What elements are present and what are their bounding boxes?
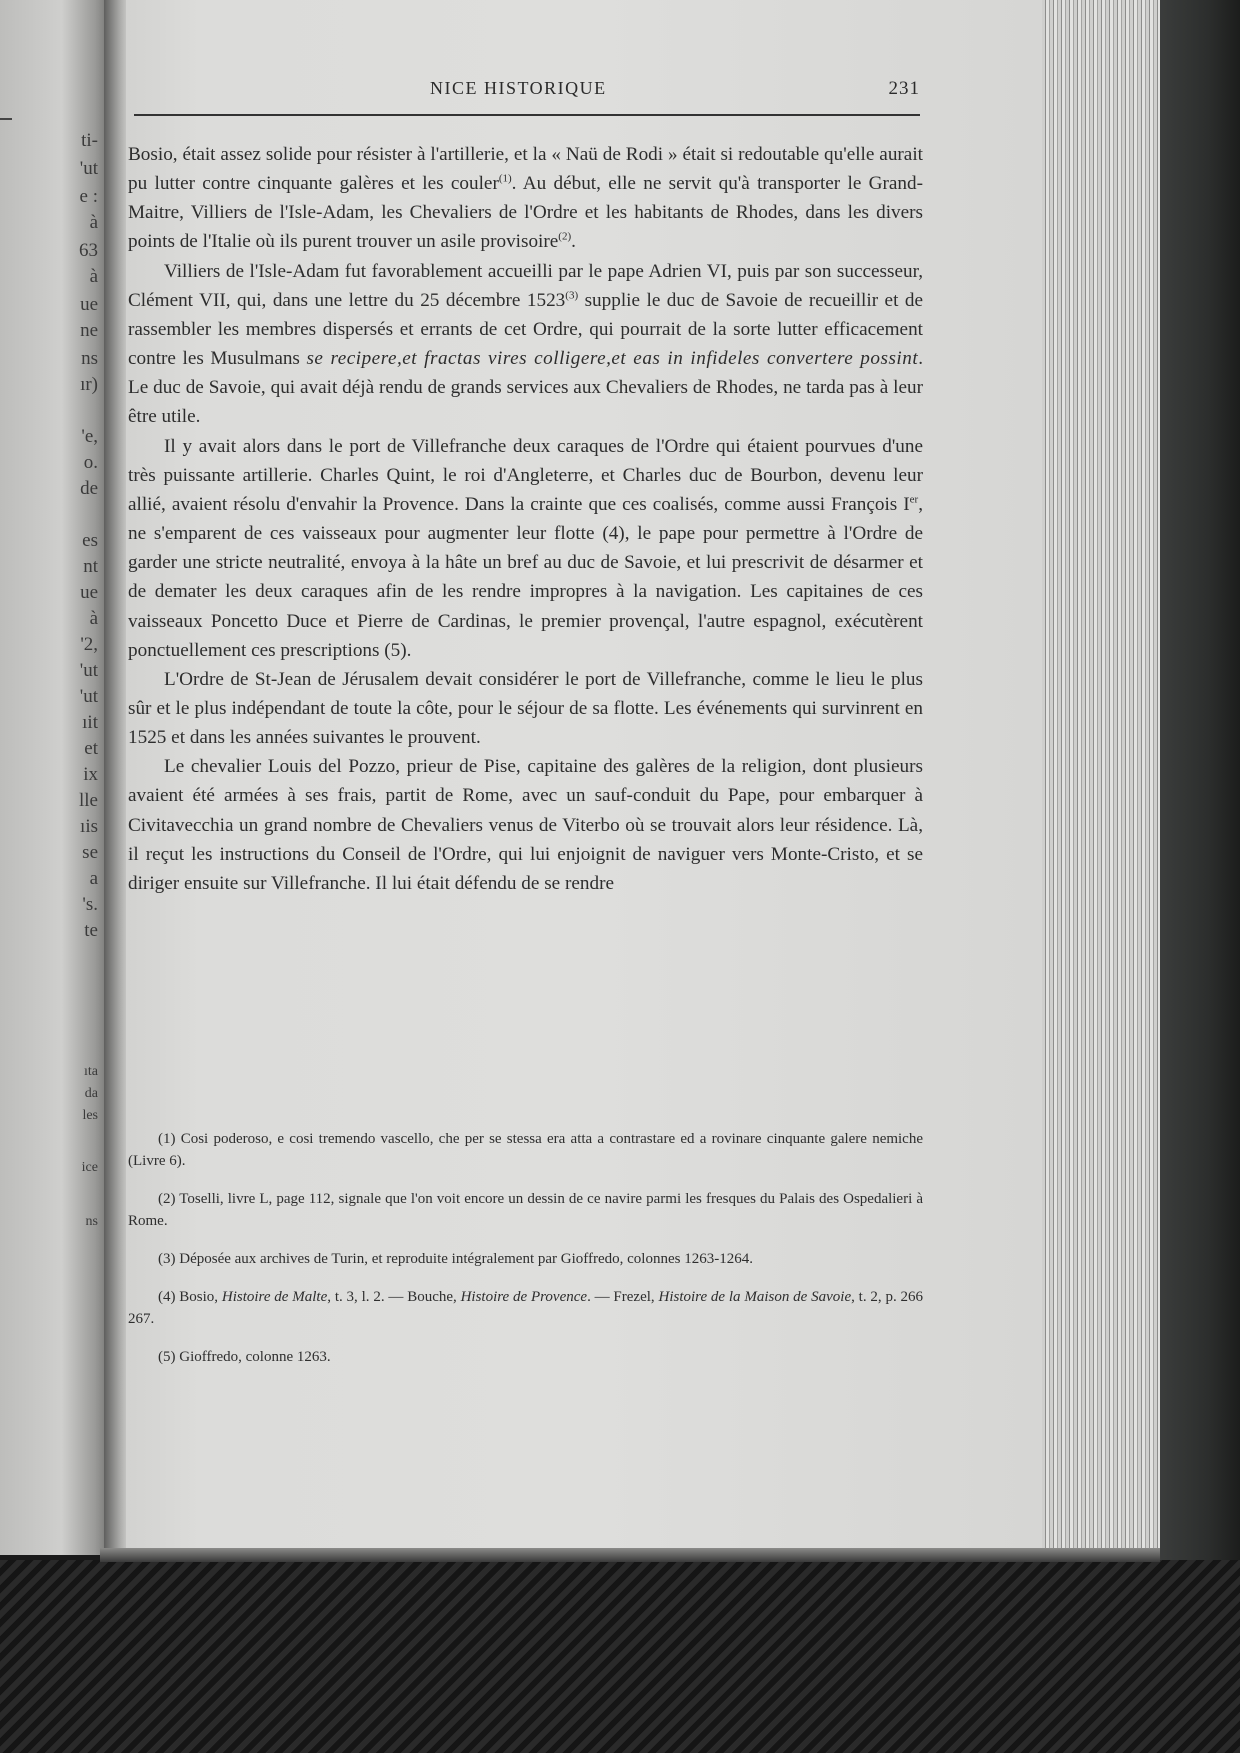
left-page-fragment: ıta <box>84 1064 98 1079</box>
footnote-ref: (5) <box>384 639 407 661</box>
footnotes <box>128 1128 923 1384</box>
page-stack-edges <box>1042 0 1160 1555</box>
left-page-fragment: nt <box>83 556 98 577</box>
running-header <box>134 74 920 104</box>
text-run: Il y avait alors dans le port de Villefranche deux caraques de l'Ordre qui étaient pourvues d'une très puissante artillerie. Charles Quint, le roi d'Angleterre, et Charles duc de Bourbon, devenu leur allié, avaient résolu d'envahir la Provence. Dans la crainte que ces coalisés, comme aussi François I <box>128 435 923 515</box>
left-page-fragment: ne <box>80 320 98 341</box>
left-page-fragment: 'ut <box>79 158 98 179</box>
text-run: Villiers de l'Isle-Adam fut favorablement accueilli par le pape Adrien VI, puis par son successeur, Clément VII, qui, dans une lettre du 25 décembre 1523 <box>128 260 923 311</box>
left-page-fragment: da <box>84 1086 98 1101</box>
page-bottom-shadow <box>100 1548 1160 1562</box>
left-page-fragment: 'ut <box>79 686 98 707</box>
left-page-fragment: lle <box>79 790 98 811</box>
latin-quote: se recipere,et fractas vires colligere,et eas in infideles convertere possint <box>306 348 919 370</box>
paragraph <box>128 257 923 432</box>
left-page-fragment: ns <box>81 348 98 369</box>
book-cover <box>1160 0 1240 1560</box>
left-page-fragment: à <box>89 266 98 287</box>
left-page-fragment: ıis <box>80 816 98 837</box>
page-number: 231 <box>888 78 920 99</box>
book-title: Histoire de Malte <box>221 1289 328 1305</box>
footnote-ref: (2) <box>558 231 572 244</box>
footnote-ref: (3) <box>565 289 579 302</box>
left-page-fragment: les <box>82 1108 98 1123</box>
left-page-fragment: a <box>89 868 98 889</box>
footnote: (2) Toselli, livre L, page 112, signale que l'on voit encore un dessin de ce navire parmi les fresques du Palais des Ospedalieri à Rome. <box>128 1191 923 1229</box>
header-rule <box>134 114 920 116</box>
left-page-fragment: 63 <box>79 240 98 261</box>
left-page-fragment: o. <box>83 452 98 473</box>
previous-page-edge <box>0 0 112 1555</box>
footnote: (1) Cosi poderoso, e cosi tremendo vascello, che per se stessa era atta a contrastare ed a rovinare cinquante galere nemiche (Livre 6). <box>128 1131 923 1169</box>
paragraph <box>128 432 923 665</box>
left-page-fragment: ır) <box>80 374 98 395</box>
left-page-fragment: ue <box>80 294 98 315</box>
running-title: NICE HISTORIQUE <box>430 78 607 98</box>
book-title: Histoire de la Maison de Savoie <box>658 1289 852 1305</box>
left-page-fragment: ıit <box>82 712 98 733</box>
left-page-fragment: 's. <box>82 894 98 915</box>
body-text <box>128 140 923 898</box>
left-page-fragment: ue <box>80 582 98 603</box>
text-run: . Le duc de Savoie, qui avait déjà rendu de grands services aux Chevaliers de Rhodes, ne tarda pas à leur être utile. <box>128 348 923 428</box>
left-page-fragment: '2, <box>80 634 98 655</box>
superscript: er <box>909 493 919 506</box>
text-run: . <box>406 639 412 661</box>
paragraph <box>128 140 923 257</box>
left-page-fragment: de <box>80 478 98 499</box>
left-page-fragment: ice <box>81 1160 98 1175</box>
footnote: (3) Déposée aux archives de Turin, et reproduite intégralement par Gioffredo, colonnes 1263-1264. <box>158 1251 753 1267</box>
left-page-fragment: e : <box>79 186 98 207</box>
footnote-ref: (4) <box>602 523 625 545</box>
text-run: , t. 3, l. 2. — Bouche, <box>327 1289 461 1305</box>
text-run: . Au début, elle ne servit qu'à transporter le Grand-Maitre, Villiers de l'Isle-Adam, les Chevaliers de l'Ordre et les habitants de Rhodes, dans les divers points de l'Italie où ils purent trouver un asile provisoire <box>128 173 923 253</box>
text-run: , le pape pour permettre à l'Ordre de garder une stricte neutralité, envoya à la hâte un bref au duc de Savoie, et lui prescrivit de désarmer et de demater les deux caraques afin de les rendre impropres à la navigation. Les capitaines de ces vaisseaux Poncetto Duce et Pierre de Cardinas, le premier provençal, l'autre espagnol, exécutèrent ponctuellement ces prescriptions <box>128 523 923 661</box>
text-run: (4) Bosio, <box>158 1289 222 1305</box>
page-edge-mark <box>0 118 12 120</box>
table-surface <box>0 1560 1240 1753</box>
footnote-ref: (1) <box>498 172 512 185</box>
left-page-fragment: 'ut <box>79 660 98 681</box>
left-page-fragment: se <box>82 842 98 863</box>
left-page-fragment: te <box>84 920 98 941</box>
text-run: supplie le duc de Savoie de recueillir et de rassembler les membres dispersés et errants de cet Ordre, qui pourrait de la sorte lutter efficacement contre les Musulmans <box>128 289 923 370</box>
text-run: . — Frezel, <box>587 1289 659 1305</box>
left-page-fragment: à <box>89 212 98 233</box>
footnote <box>128 1286 923 1330</box>
paragraph: Le chevalier Louis del Pozzo, prieur de Pise, capitaine des galères de la religion, dont plusieurs avaient été armées à ses frais, partit de Rome, avec un sauf-conduit du Pape, pour embarquer à Civitavecchia un grand nombre de Chevaliers venus de Viterbo où se trouvait alors leur résidence. Là, il reçut les instructions du Conseil de l'Ordre, qui lui enjoignit de naviguer vers Monte-Cristo, et se diriger ensuite sur Villefranche. Il lui était défendu de se rendre <box>128 756 923 894</box>
left-page-fragment: ns <box>85 1214 98 1229</box>
left-page-fragment: 'e, <box>81 426 98 447</box>
book-title: Histoire de Provence <box>460 1289 588 1305</box>
footnote: (5) Gioffredo, colonne 1263. <box>158 1349 331 1365</box>
text-run: Bosio, était assez solide pour résister à l'artillerie, et la « Naü de Rodi » était si redoutable qu'elle aurait pu lutter contre cinquante galères et les couler <box>128 144 923 195</box>
text-run: . <box>571 231 576 253</box>
left-page-fragment: ti- <box>81 130 98 151</box>
paragraph: L'Ordre de St-Jean de Jérusalem devait considérer le port de Villefranche, comme le lieu le plus sûr et le plus indépendant de toute la côte, pour le séjour de sa flotte. Les événements qui survinrent en 1525 et dans les années suivantes le prouvent. <box>128 668 923 749</box>
left-page-fragment: es <box>82 530 98 551</box>
text-run: , ne s'emparent de ces vaisseaux pour augmenter leur flotte <box>128 493 923 545</box>
left-page-fragment: et <box>84 738 98 759</box>
text-run: , t. 2, p. 266 267. <box>128 1289 924 1327</box>
left-page-fragment: à <box>89 608 98 629</box>
left-page-fragment: ix <box>83 764 98 785</box>
